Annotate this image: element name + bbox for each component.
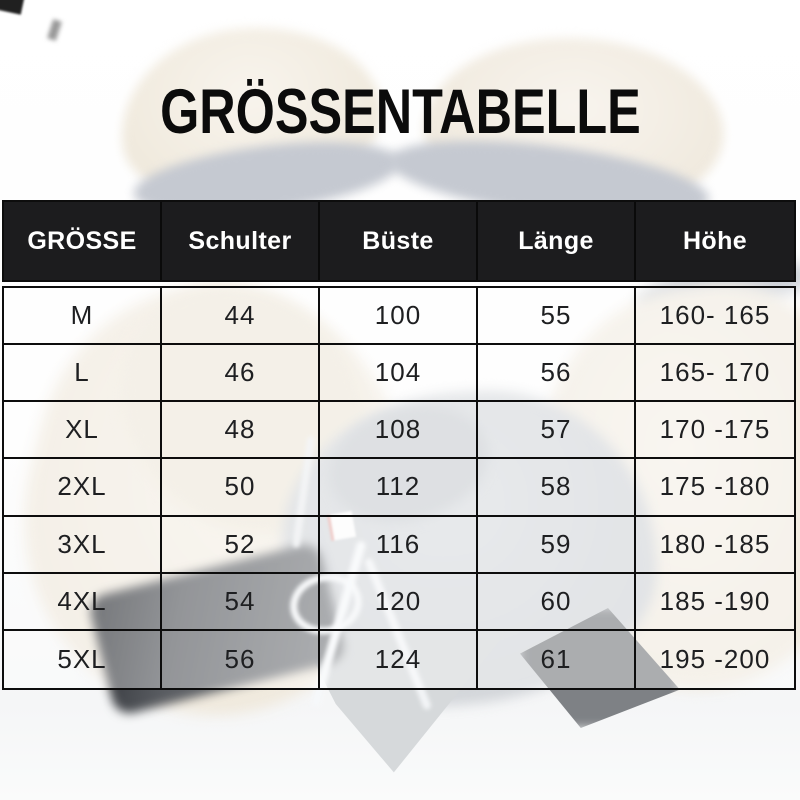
bueste-value: 100	[320, 288, 478, 345]
size-table-body	[2, 286, 796, 690]
column-header-schulter: Schulter	[162, 202, 320, 280]
column-header-hoehe: Höhe	[682, 226, 748, 255]
laenge-value: 60	[478, 574, 636, 631]
size-table	[2, 200, 796, 690]
column-header-bueste: Büste	[320, 202, 478, 280]
size-label: 5XL	[4, 631, 162, 688]
schulter-value: 48	[162, 402, 320, 459]
bueste-value: 104	[320, 345, 478, 402]
size-label: L	[4, 345, 162, 402]
corner-fabric-speck	[0, 0, 25, 15]
column-header-groesse: GRÖSSE	[4, 202, 162, 280]
schulter-value: 56	[162, 631, 320, 688]
size-label: 4XL	[4, 574, 162, 631]
hoehe-value: 195 -200	[636, 631, 794, 688]
laenge-value: 61	[478, 631, 636, 688]
page-title: GRÖSSENTABELLE	[159, 77, 641, 147]
schulter-value: 54	[162, 574, 320, 631]
hoehe-value: 160- 165	[636, 288, 794, 345]
size-label: 3XL	[4, 517, 162, 574]
schulter-value: 46	[162, 345, 320, 402]
hoehe-value: 170 -175	[636, 402, 794, 459]
size-label: M	[4, 288, 162, 345]
column-header-laenge: Länge	[478, 202, 636, 280]
laenge-value: 57	[478, 402, 636, 459]
size-label: 2XL	[4, 459, 162, 516]
bueste-value: 112	[320, 459, 478, 516]
bueste-value: 120	[320, 574, 478, 631]
laenge-value: 56	[478, 345, 636, 402]
bueste-value: 116	[320, 517, 478, 574]
bueste-value: 124	[320, 631, 478, 688]
hoehe-value: 185 -190	[636, 574, 794, 631]
schulter-value: 52	[162, 517, 320, 574]
hanging-loop-speck	[47, 19, 62, 41]
hoehe-value: 165- 170	[636, 345, 794, 402]
size-table-header	[2, 200, 796, 282]
bueste-value: 108	[320, 402, 478, 459]
page-title-row	[0, 76, 800, 148]
hoehe-value: 180 -185	[636, 517, 794, 574]
laenge-value: 59	[478, 517, 636, 574]
hoehe-value: 175 -180	[636, 459, 794, 516]
laenge-value: 55	[478, 288, 636, 345]
laenge-value: 58	[478, 459, 636, 516]
size-label: XL	[4, 402, 162, 459]
schulter-value: 44	[162, 288, 320, 345]
schulter-value: 50	[162, 459, 320, 516]
